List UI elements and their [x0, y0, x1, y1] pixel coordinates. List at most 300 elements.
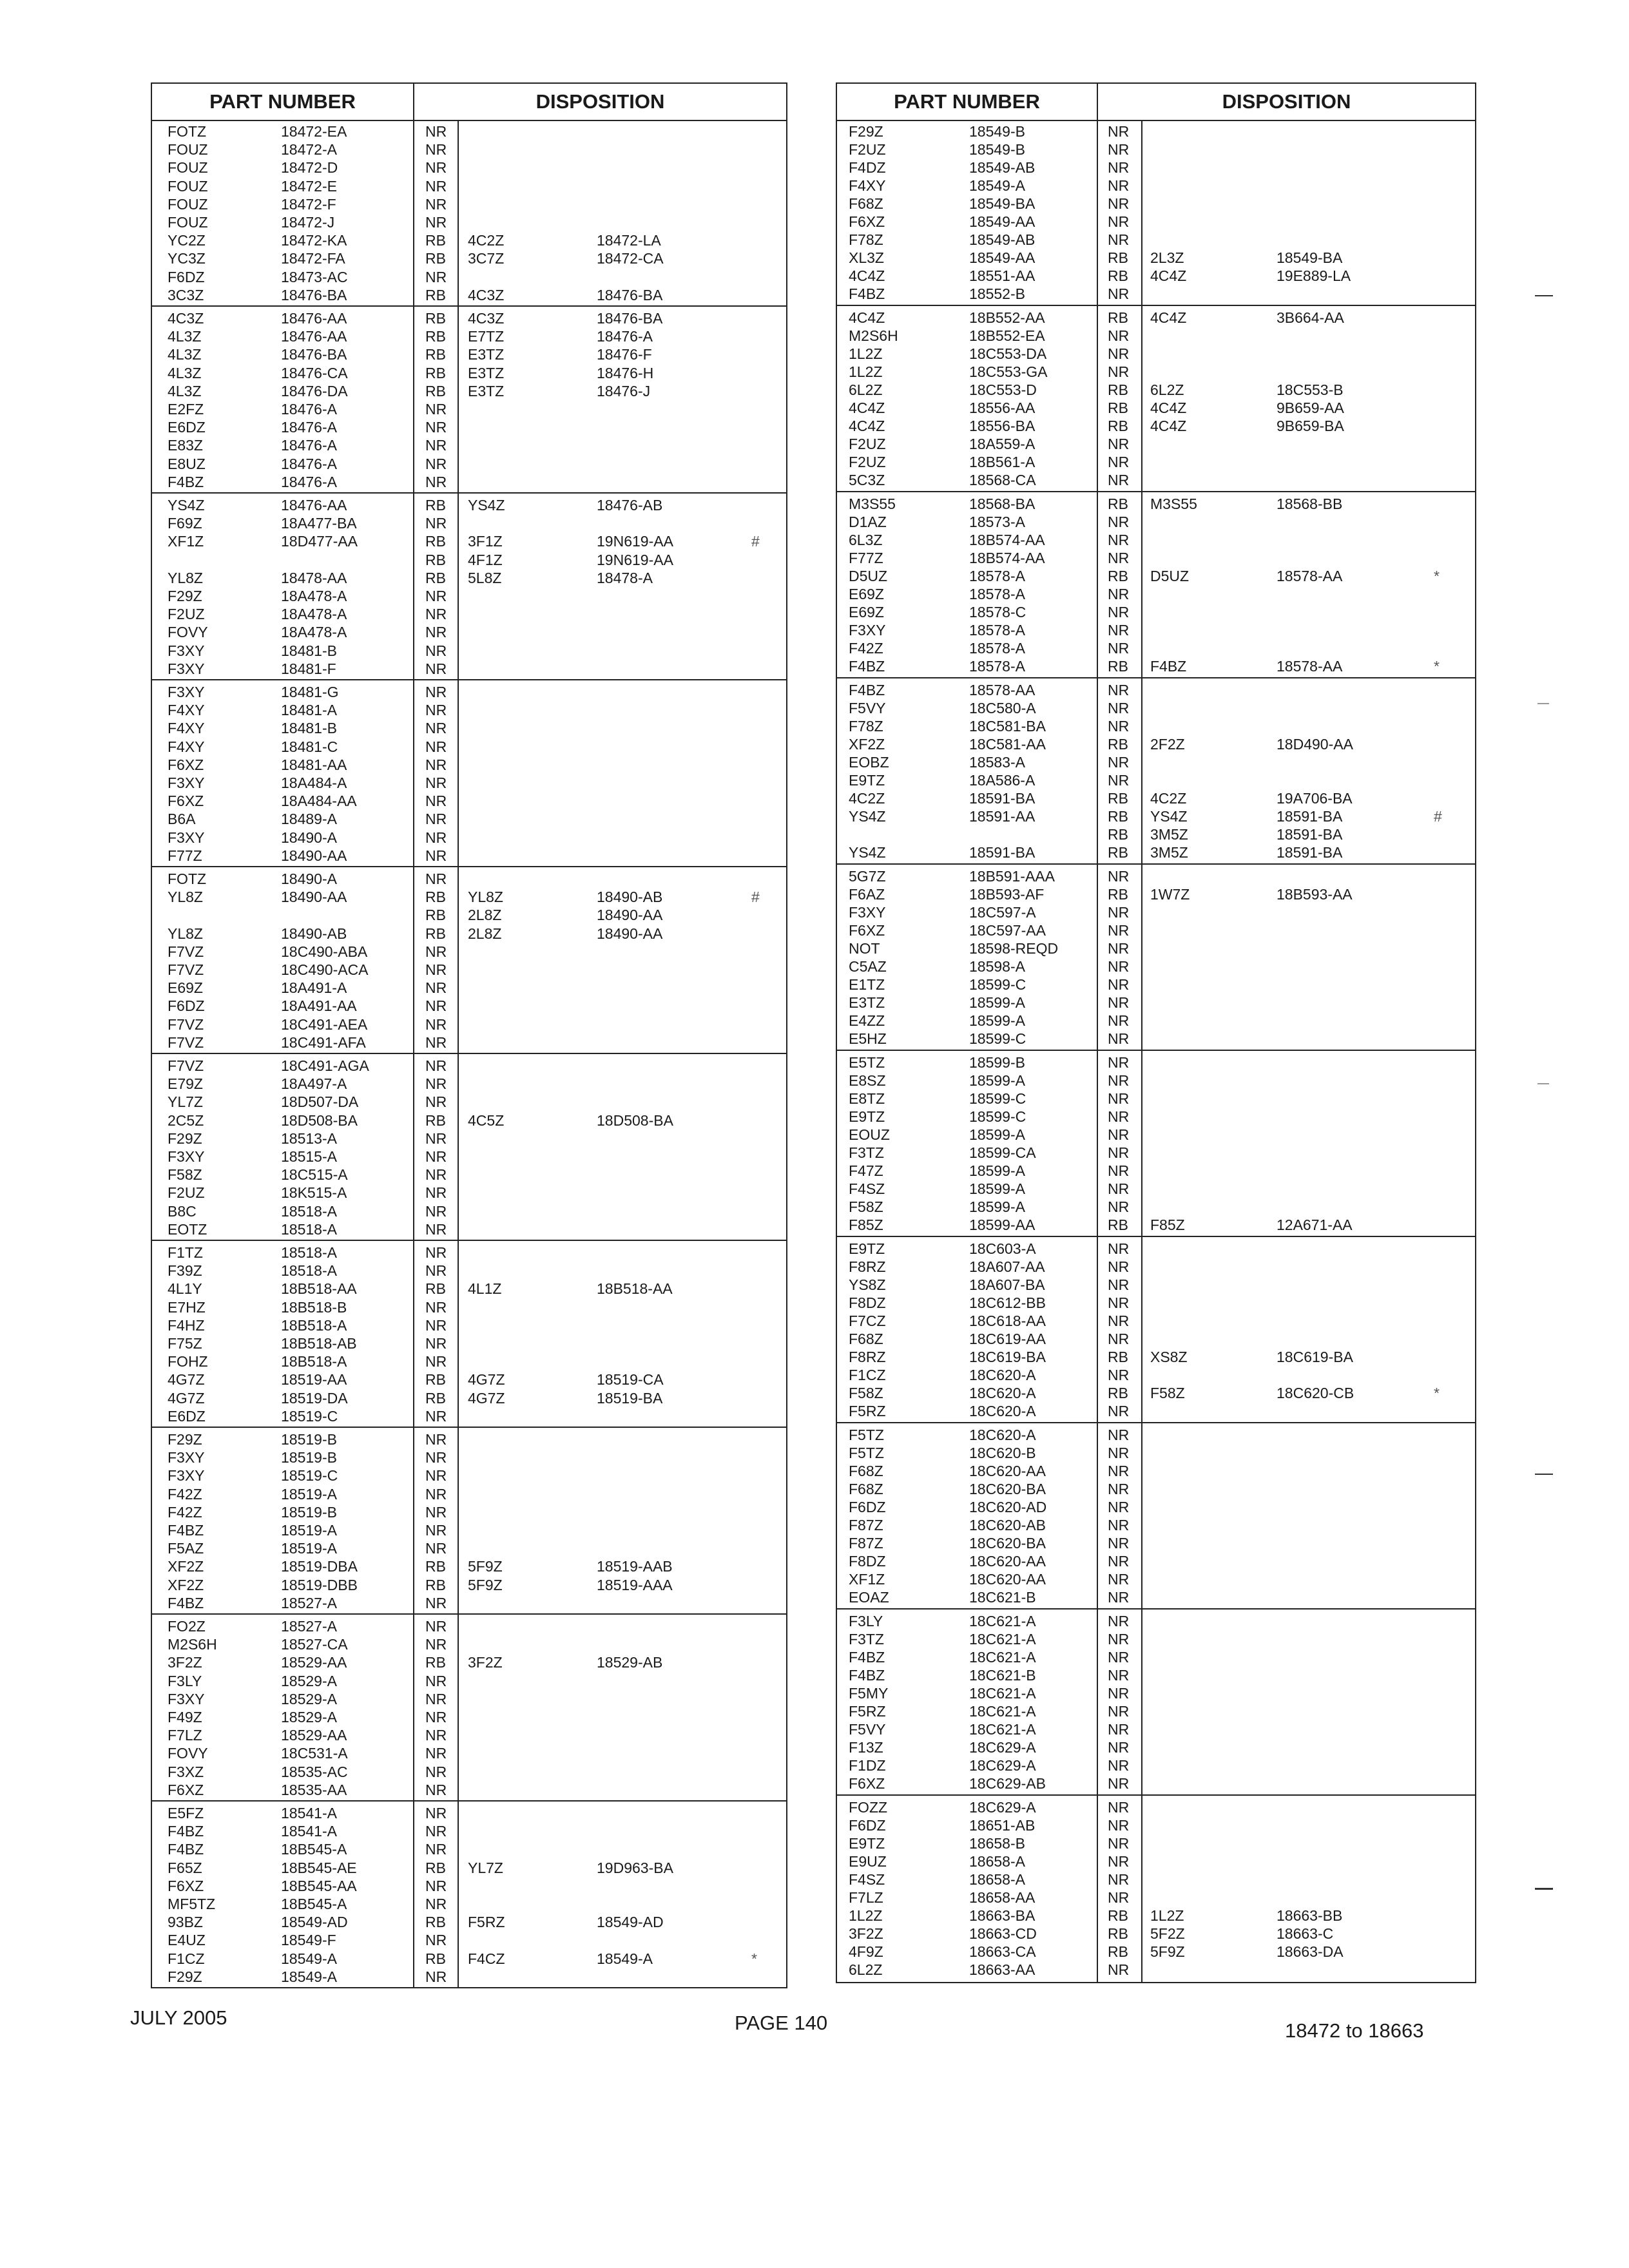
table-row: [152, 1594, 786, 1612]
disposition-code-cell: NR: [1108, 1535, 1130, 1552]
disposition-code-cell: RB: [425, 286, 446, 303]
part-number-cell: 18C620-AD: [969, 1499, 1047, 1515]
prefix-cell: FOUZ: [168, 159, 208, 177]
part-number-cell: 18D477-AA: [281, 533, 358, 550]
table-row: [837, 195, 1475, 213]
prefix-cell: YS4Z: [849, 844, 886, 861]
prefix-cell: 6L2Z: [849, 381, 883, 398]
table-row: [152, 473, 786, 491]
table-row: [837, 249, 1475, 267]
replacement-prefix-cell: 2L3Z: [1150, 249, 1184, 266]
prefix-cell: F2UZ: [168, 606, 205, 623]
table-row: [152, 382, 786, 400]
disposition-code-cell: NR: [1108, 1667, 1130, 1684]
part-number-cell: 18476-CA: [281, 364, 348, 381]
prefix-cell: 4F9Z: [849, 1943, 883, 1960]
part-number-cell: 18472-EA: [281, 123, 347, 140]
part-number-cell: 18529-A: [281, 1690, 337, 1707]
table-row: [152, 1389, 786, 1407]
disposition-code-cell: NR: [1108, 1331, 1130, 1347]
replacement-prefix-cell: 3F2Z: [468, 1654, 503, 1671]
prefix-cell: 1L2Z: [849, 1907, 883, 1924]
disposition-code-cell: RB: [425, 551, 446, 568]
prefix-cell: YL8Z: [168, 925, 203, 942]
replacement-part-cell: 18B593-AA: [1277, 886, 1353, 903]
table-row: [837, 381, 1475, 399]
prefix-cell: B6A: [168, 811, 196, 828]
replacement-prefix-cell: F4CZ: [468, 1950, 505, 1967]
replacement-part-cell: 9B659-AA: [1277, 399, 1344, 416]
table-row: [152, 1763, 786, 1781]
table-row: [152, 1129, 786, 1148]
table-row: [152, 1111, 786, 1129]
replacement-prefix-cell: F58Z: [1150, 1385, 1185, 1401]
table-row: [152, 1334, 786, 1352]
replacement-part-cell: 19D963-BA: [597, 1859, 673, 1876]
prefix-cell: F5AZ: [168, 1540, 204, 1557]
part-number-cell: 18481-C: [281, 738, 338, 755]
table-row: [152, 569, 786, 587]
disposition-code-cell: NR: [425, 870, 447, 887]
part-number-cell: 18C581-AA: [969, 736, 1046, 753]
row-group: [837, 306, 1475, 492]
prefix-cell: XF1Z: [849, 1571, 885, 1588]
table-row: [152, 532, 786, 550]
disposition-code-cell: NR: [425, 1166, 447, 1184]
part-number-cell: 18C490-ABA: [281, 943, 368, 960]
table-row: [152, 1877, 786, 1895]
disposition-code-cell: NR: [1108, 1294, 1130, 1311]
part-number-cell: 18476-BA: [281, 286, 347, 303]
prefix-cell: F6XZ: [168, 1781, 204, 1798]
part-number-cell: 18C620-A: [969, 1385, 1036, 1401]
part-number-cell: 18476-A: [281, 401, 337, 418]
part-number-cell: 18490-AB: [281, 925, 347, 942]
replacement-part-cell: 18529-AB: [597, 1654, 663, 1671]
disposition-code-cell: NR: [1108, 1367, 1130, 1383]
prefix-cell: FOVY: [168, 624, 208, 641]
part-number-cell: 18529-AA: [281, 1727, 347, 1744]
part-number-cell: 18519-B: [281, 1431, 337, 1448]
prefix-cell: F3TZ: [849, 1631, 884, 1648]
replacement-prefix-cell: YS4Z: [1150, 808, 1188, 825]
prefix-cell: 4C4Z: [849, 267, 885, 284]
prefix-cell: F42Z: [849, 640, 883, 657]
disposition-code-cell: NR: [425, 1540, 447, 1557]
prefix-cell: F29Z: [849, 123, 883, 140]
disposition-code-cell: NR: [1108, 754, 1130, 771]
prefix-cell: F5RZ: [849, 1403, 886, 1419]
prefix-cell: MF5TZ: [168, 1896, 216, 1912]
table-row: [152, 906, 786, 924]
disposition-code-cell: NR: [1108, 1613, 1130, 1629]
prefix-cell: 4L3Z: [168, 382, 202, 399]
disposition-code-cell: NR: [425, 1075, 447, 1093]
table-row: [837, 1648, 1475, 1666]
prefix-cell: E8SZ: [849, 1072, 886, 1089]
prefix-cell: FOHZ: [168, 1353, 208, 1370]
prefix-cell: E9TZ: [849, 1240, 885, 1257]
disposition-code-cell: RB: [1108, 381, 1128, 398]
table-row: [837, 825, 1475, 843]
prefix-cell: F3XY: [168, 1467, 205, 1485]
part-number-cell: 18B518-AB: [281, 1335, 357, 1352]
table-row: [152, 1202, 786, 1220]
prefix-cell: EOBZ: [849, 754, 889, 771]
disposition-code-cell: NR: [425, 1316, 447, 1334]
table-row: [837, 789, 1475, 807]
part-number-cell: 18599-A: [969, 1012, 1025, 1029]
table-row: [152, 1503, 786, 1521]
replacement-part-cell: 18549-A: [597, 1950, 653, 1967]
disposition-code-cell: NR: [1108, 141, 1130, 158]
replacement-part-cell: 18476-J: [597, 382, 651, 399]
prefix-cell: F4XY: [849, 177, 886, 194]
part-number-cell: 18B552-EA: [969, 327, 1045, 344]
replacement-prefix-cell: 4L1Z: [468, 1280, 502, 1298]
prefix-cell: F5VY: [849, 700, 886, 716]
part-number-cell: 18C490-ACA: [281, 961, 369, 978]
prefix-cell: F77Z: [849, 550, 883, 566]
part-number-cell: 18B518-AA: [281, 1280, 357, 1298]
row-group: [152, 1802, 786, 1988]
disposition-code-cell: RB: [425, 232, 446, 249]
part-number-cell: 18556-AA: [969, 399, 1036, 416]
table-row: [152, 1262, 786, 1280]
part-number-cell: 18B593-AF: [969, 886, 1045, 903]
disposition-code-cell: NR: [425, 756, 447, 773]
disposition-code-cell: RB: [425, 569, 446, 586]
disposition-code-cell: NR: [1108, 1198, 1130, 1215]
part-number-cell: 18556-BA: [969, 418, 1036, 434]
prefix-cell: F8DZ: [849, 1553, 886, 1570]
table-row: [152, 1430, 786, 1448]
part-number-cell: 18C621-B: [969, 1667, 1036, 1684]
disposition-code-cell: NR: [425, 1745, 447, 1762]
table-row: [837, 1072, 1475, 1090]
table-row: [152, 231, 786, 249]
note-mark-cell: *: [751, 1950, 757, 1967]
table-row: [837, 140, 1475, 159]
prefix-cell: F29Z: [168, 1129, 202, 1147]
disposition-code-cell: NR: [1108, 586, 1130, 602]
table-row: [837, 1198, 1475, 1216]
replacement-part-cell: 18472-CA: [597, 250, 664, 267]
parts-table-left: [151, 82, 787, 1988]
replacement-prefix-cell: YS4Z: [468, 497, 505, 514]
prefix-cell: E69Z: [168, 979, 203, 997]
table-row: [152, 792, 786, 810]
part-number-cell: 18541-A: [281, 1823, 337, 1840]
table-row: [152, 177, 786, 195]
part-number-cell: 18481-B: [281, 642, 337, 659]
table-row: [152, 847, 786, 865]
part-number-cell: 18663-CD: [969, 1925, 1037, 1942]
table-row: [837, 807, 1475, 825]
disposition-code-cell: RB: [425, 1111, 446, 1129]
disposition-code-cell: NR: [1108, 1144, 1130, 1161]
part-number-cell: 18C612-BB: [969, 1294, 1046, 1311]
table-row: [837, 1925, 1475, 1943]
part-number-cell: 18549-BA: [969, 195, 1036, 212]
prefix-cell: F75Z: [168, 1335, 202, 1352]
disposition-code-cell: NR: [425, 1968, 447, 1985]
prefix-cell: F5MY: [849, 1685, 889, 1702]
disposition-code-cell: NR: [1108, 1553, 1130, 1570]
part-number-cell: 18A491-A: [281, 979, 347, 997]
replacement-prefix-cell: 6L2Z: [1150, 381, 1184, 398]
table-row: [837, 1588, 1475, 1606]
disposition-code-cell: NR: [425, 1298, 447, 1316]
disposition-code-cell: NR: [1108, 1571, 1130, 1588]
table-row: [837, 1330, 1475, 1348]
disposition-code-cell: NR: [1108, 532, 1130, 548]
table-row: [837, 867, 1475, 885]
prefix-cell: 2C5Z: [168, 1111, 204, 1129]
part-number-cell: 18A484-AA: [281, 793, 357, 810]
prefix-cell: F78Z: [849, 718, 883, 735]
replacement-prefix-cell: M3S55: [1150, 495, 1197, 512]
row-group: [837, 1423, 1475, 1610]
part-number-cell: 18578-C: [969, 604, 1027, 620]
part-number-cell: 18472-KA: [281, 232, 347, 249]
table-row: [837, 267, 1475, 285]
row-group: [837, 678, 1475, 865]
part-number-cell: 18527-CA: [281, 1636, 348, 1653]
table-row: [837, 327, 1475, 345]
prefix-cell: F7VZ: [168, 943, 204, 960]
table-row: [152, 1968, 786, 1986]
table-row: [152, 1635, 786, 1653]
prefix-cell: F68Z: [849, 195, 883, 212]
table-row: [837, 735, 1475, 753]
table-row: [837, 567, 1475, 585]
table-row: [152, 774, 786, 792]
disposition-code-cell: NR: [1108, 1054, 1130, 1071]
table-row: [837, 285, 1475, 303]
prefix-cell: F39Z: [168, 1262, 202, 1280]
table-row: [837, 1012, 1475, 1030]
table-row: [152, 943, 786, 961]
table-row: [152, 1557, 786, 1575]
table-row: [837, 1756, 1475, 1774]
prefix-cell: F3XY: [168, 684, 205, 700]
part-number-cell: 18B545-A: [281, 1896, 347, 1912]
replacement-prefix-cell: 4G7Z: [468, 1389, 505, 1407]
disposition-code-cell: NR: [1108, 159, 1130, 176]
disposition-code-cell: NR: [1108, 1649, 1130, 1666]
disposition-code-cell: RB: [425, 1950, 446, 1967]
part-number-cell: 18476-BA: [281, 346, 347, 363]
part-number-cell: 18490-AA: [281, 847, 347, 864]
prefix-cell: 6L2Z: [849, 1961, 883, 1978]
table-row: [837, 771, 1475, 789]
table-row: [152, 829, 786, 847]
prefix-cell: XF2Z: [168, 1576, 204, 1593]
prefix-cell: F3XY: [168, 1148, 205, 1165]
table-row: [152, 195, 786, 213]
part-number-cell: 18A607-BA: [969, 1276, 1045, 1293]
replacement-prefix-cell: D5UZ: [1150, 568, 1190, 584]
part-number-cell: 18472-FA: [281, 250, 345, 267]
part-number-cell: 18D507-DA: [281, 1093, 359, 1111]
part-number-cell: 18527-A: [281, 1618, 337, 1635]
prefix-cell: 4C4Z: [849, 418, 885, 434]
table-row: [837, 1888, 1475, 1907]
prefix-cell: E9TZ: [849, 1108, 885, 1125]
replacement-prefix-cell: YL8Z: [468, 889, 503, 906]
prefix-cell: F4BZ: [168, 473, 204, 490]
part-number-cell: 18549-AA: [969, 213, 1036, 230]
table-row: [837, 957, 1475, 975]
disposition-code-cell: NR: [425, 1727, 447, 1744]
part-number-cell: 18C621-A: [969, 1685, 1036, 1702]
table-row: [837, 435, 1475, 453]
table-row: [837, 1870, 1475, 1888]
replacement-part-cell: 18B518-AA: [597, 1280, 673, 1298]
part-number-cell: 18472-A: [281, 141, 337, 159]
prefix-cell: F29Z: [168, 1431, 202, 1448]
table-row: [152, 455, 786, 473]
part-number-cell: 18C621-A: [969, 1721, 1036, 1738]
replacement-part-cell: 9B659-BA: [1277, 418, 1344, 434]
disposition-code-cell: NR: [1108, 868, 1130, 885]
table-row: [837, 1030, 1475, 1048]
prefix-cell: F3LY: [849, 1613, 883, 1629]
disposition-code-cell: RB: [425, 889, 446, 906]
disposition-code-cell: NR: [1108, 231, 1130, 248]
disposition-code-cell: NR: [1108, 1012, 1130, 1029]
disposition-code-cell: NR: [1108, 1072, 1130, 1089]
disposition-code-cell: NR: [425, 624, 447, 641]
table-row: [837, 1444, 1475, 1462]
part-number-cell: 18568-BA: [969, 495, 1036, 512]
table-row: [837, 1816, 1475, 1834]
replacement-part-cell: 18490-AA: [597, 907, 663, 924]
table-row: [837, 1276, 1475, 1294]
prefix-cell: F6XZ: [849, 1775, 885, 1792]
prefix-cell: F5VY: [849, 1721, 886, 1738]
part-number-cell: 18599-A: [969, 994, 1025, 1011]
prefix-cell: F85Z: [849, 1216, 883, 1233]
prefix-cell: FOZZ: [849, 1799, 888, 1816]
part-number-cell: 18599-A: [969, 1180, 1025, 1197]
prefix-cell: F6AZ: [849, 886, 885, 903]
part-number-cell: 18549-AB: [969, 231, 1036, 248]
part-number-cell: 18C491-AGA: [281, 1057, 369, 1074]
disposition-code-cell: NR: [1108, 1427, 1130, 1443]
disposition-code-cell: NR: [425, 1636, 447, 1653]
disposition-code-cell: NR: [425, 1467, 447, 1485]
prefix-cell: F3XY: [168, 660, 205, 677]
table-row: [152, 1298, 786, 1316]
table-row: [837, 471, 1475, 489]
part-number-cell: 18B518-A: [281, 1316, 347, 1334]
prefix-cell: F68Z: [849, 1463, 883, 1479]
disposition-code-cell: RB: [1108, 418, 1128, 434]
table-row: [152, 1690, 786, 1708]
table-row: [837, 585, 1475, 603]
note-mark-cell: *: [1434, 1385, 1440, 1401]
disposition-code-cell: NR: [1108, 1180, 1130, 1197]
replacement-part-cell: 18D508-BA: [597, 1111, 673, 1129]
disposition-code-cell: NR: [425, 1353, 447, 1370]
disposition-code-cell: NR: [1108, 1517, 1130, 1533]
table-row: [152, 327, 786, 345]
disposition-code-cell: NR: [425, 141, 447, 159]
part-number-cell: 18B574-AA: [969, 532, 1045, 548]
prefix-cell: EOUZ: [849, 1126, 890, 1143]
replacement-prefix-cell: 4C2Z: [1150, 790, 1187, 807]
part-number-cell: 18515-A: [281, 1148, 337, 1165]
prefix-cell: E5TZ: [849, 1054, 885, 1071]
part-number-cell: 18658-A: [969, 1853, 1025, 1870]
table-row: [152, 660, 786, 678]
replacement-prefix-cell: 4C4Z: [1150, 399, 1187, 416]
table-row: [152, 605, 786, 623]
footer-date: JULY 2005: [130, 2006, 227, 2029]
table-row: [837, 1630, 1475, 1648]
part-number-cell: 18578-AA: [969, 682, 1036, 698]
part-number-cell: 18598-A: [969, 958, 1025, 975]
prefix-cell: E9UZ: [849, 1853, 887, 1870]
table-row: [837, 1312, 1475, 1330]
table-row: [152, 1244, 786, 1262]
prefix-cell: F4BZ: [168, 1823, 204, 1840]
row-group: [152, 1615, 786, 1802]
prefix-cell: E79Z: [168, 1075, 203, 1093]
prefix-cell: F42Z: [168, 1485, 202, 1503]
part-number-cell: 18476-A: [281, 455, 337, 472]
part-number-cell: 18490-AA: [281, 889, 347, 906]
prefix-cell: F5RZ: [849, 1703, 886, 1720]
disposition-code-cell: NR: [425, 1763, 447, 1780]
part-number-cell: 18599-A: [969, 1198, 1025, 1215]
table-row: [152, 140, 786, 159]
replacement-prefix-cell: 5F9Z: [1150, 1943, 1185, 1960]
part-number-cell: 18A491-AA: [281, 997, 357, 1015]
disposition-code-cell: NR: [425, 606, 447, 623]
table-row: [152, 1708, 786, 1726]
prefix-cell: F6XZ: [168, 1877, 204, 1894]
disposition-code-cell: NR: [1108, 1889, 1130, 1906]
table-row: [152, 1840, 786, 1858]
disposition-code-cell: NR: [1108, 345, 1130, 362]
table-row: [152, 436, 786, 454]
disposition-code-cell: NR: [425, 1033, 447, 1051]
part-number-cell: 18599-A: [969, 1162, 1025, 1179]
prefix-cell: 6L3Z: [849, 532, 883, 548]
part-number-cell: 18529-A: [281, 1709, 337, 1725]
part-number-cell: 18A478-A: [281, 606, 347, 623]
part-number-cell: 18519-A: [281, 1540, 337, 1557]
part-number-cell: 18658-B: [969, 1835, 1025, 1852]
table-row: [837, 843, 1475, 861]
table-row: [837, 1720, 1475, 1738]
prefix-cell: 3F2Z: [168, 1654, 202, 1671]
disposition-code-cell: NR: [425, 1672, 447, 1689]
disposition-code-cell: RB: [1108, 1216, 1128, 1233]
table-row: [837, 1570, 1475, 1588]
replacement-part-cell: 18519-AAA: [597, 1576, 673, 1593]
table-header: [152, 84, 786, 121]
prefix-cell: F8RZ: [849, 1349, 886, 1365]
prefix-cell: E8UZ: [168, 455, 206, 472]
part-number-cell: 18549-AD: [281, 1914, 348, 1931]
margin-mark: [1537, 703, 1549, 704]
table-row: [837, 1798, 1475, 1816]
part-number-cell: 18519-DBA: [281, 1558, 358, 1575]
